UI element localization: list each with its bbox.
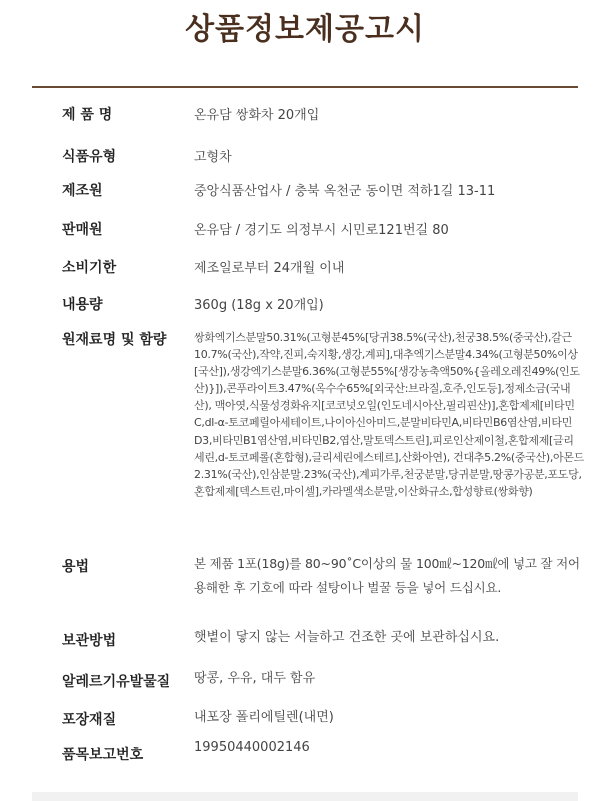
row-label: 식품유형 — [62, 149, 117, 165]
row-label: 제조원 — [62, 183, 103, 199]
row-label: 제 품 명 — [62, 107, 113, 123]
row-label: 판매원 — [62, 222, 103, 238]
row-label: 소비기한 — [62, 260, 117, 276]
row-value: 고형차 — [194, 150, 232, 165]
row-value: 온유담 / 경기도 의정부시 시민로121번길 80 — [194, 223, 449, 238]
page-title: 상품정보제공고시 — [185, 12, 425, 47]
row-label: 용법 — [62, 559, 90, 575]
row-value: 햇볕이 닿지 않는 서늘하고 건조한 곳에 보관하십시요. — [194, 630, 500, 645]
row-label: 포장재질 — [62, 712, 117, 728]
row-value: 온유담 쌍화차 20개입 — [194, 108, 320, 123]
row-value: 19950440002146 — [194, 740, 310, 755]
row-label: 품목보고번호 — [62, 747, 144, 763]
row-label: 보관방법 — [62, 633, 117, 649]
row-value: 내포장 폴리에틸렌(내면) — [194, 710, 334, 725]
row-value: 중앙식품산업사 / 충북 옥천군 동이면 적하1길 13-11 — [194, 184, 496, 199]
row-value: 땅콩, 우유, 대두 함유 — [194, 671, 316, 686]
row-value: 제조일로부터 24개월 이내 — [194, 261, 345, 276]
bottom-bar — [32, 792, 578, 801]
title-divider — [32, 86, 578, 88]
row-label: 원재료명 및 함량 — [62, 332, 167, 348]
row-label: 알레르기유발물질 — [62, 674, 171, 690]
row-label: 내용량 — [62, 297, 103, 313]
row-value: 360g (18g x 20개입) — [194, 298, 324, 313]
row-value: 쌍화엑기스분말50.31%(고형분45%[당귀38.5%(국산),천궁38.5%(중국산),갈근10.7%(국산),작약,진피,숙지황,생강,계피],대추엑기스분말4.34%(고형분50%이상[국산]),생강엑기스분말6.36%(고형분55%[생강농축액50%{올레오레진49%(인도산)}]),콘푸라이트3.47%(옥수수65%[외국산:브라질,호주,인도등],정제소금(국내산), 맥아엿,식물성경화유지[코코넛오일(인도네시아산,필리핀산)],혼합제제[비타민C,dl-α-토코페릴아세테이트,나이아신아미드,분말비타민A,비타민B6염산염,비타민D3,비타민B1염산염,비타민B2,엽산,말토덱스트린],피로인산제이철,혼합제제[글리세린,d-토코페롤(혼합형),글리세린에스테르],산화아연), 건대추5.2%(중국산),아몬드2.31%(국산),인삼분말.23%(국산),계피가루,천궁분말,당귀분말,땅콩가공분,포도당,혼합제제[덱스트린,마이셀],카라멜색소분말,이산화규소,합성향료(쌍화향) — [194, 331, 585, 498]
row-value: 본 제품 1포(18g)를 80~90˚C이상의 물 100㎖~120㎖에 넣고 잘 저어 용해한 후 기호에 따라 설탕이나 벌꿀 등을 넣어 드십시요. — [194, 556, 580, 595]
